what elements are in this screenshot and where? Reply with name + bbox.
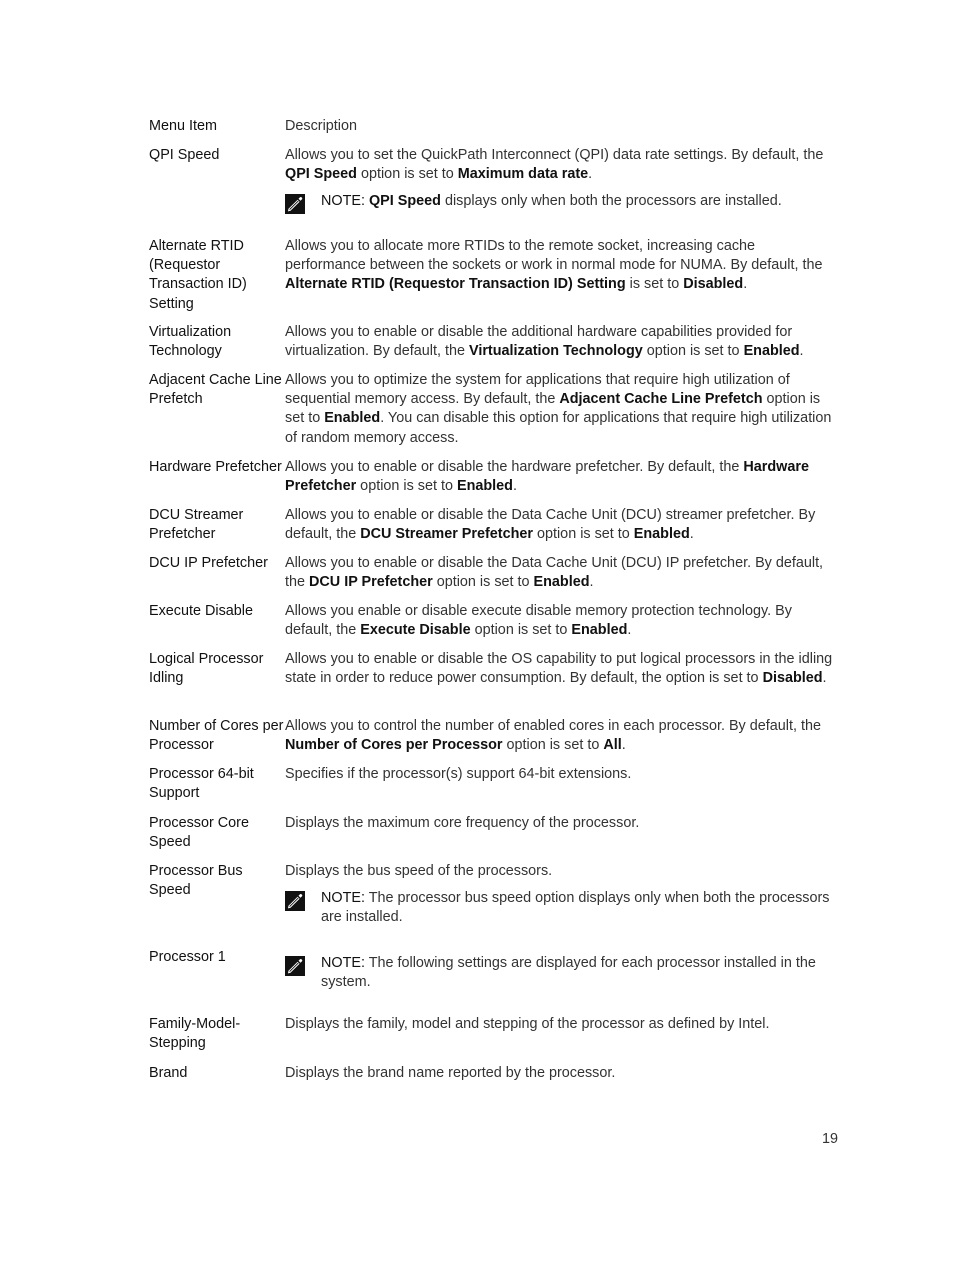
text-run: is set to (625, 276, 684, 293)
menu-item-label: Processor 64-bit Support (149, 766, 254, 802)
text-run: option is set to (532, 526, 634, 543)
text-run: Allows you to enable or disable the Data Cache Unit (DCU) IP prefetcher. By default, the (285, 555, 824, 591)
text-run: Displays the maximum core frequency of the processor. (285, 815, 640, 831)
note-pencil-icon (285, 891, 305, 911)
description-text (285, 146, 834, 184)
menu-item-label: Processor Core Speed (149, 815, 249, 851)
text-run: The following settings are displayed for each processor installed in the system. (321, 955, 816, 991)
bold-term: Enabled (571, 622, 628, 639)
bold-term: Number of Cores per Processor (285, 737, 503, 754)
table-row (149, 1064, 834, 1083)
table-row (149, 650, 834, 688)
text-run: Allows you to optimize the system for applications that require high utilization of sequential memory access. By default, the (285, 372, 790, 408)
text-run: Allows you to enable or disable the OS capability to put logical processors in the idling state in order to reduce power consumption. By default, the option is set to (285, 651, 833, 687)
menu-item-description (285, 765, 834, 803)
text-run: . (743, 276, 748, 293)
header-description: Description (285, 118, 357, 134)
bold-term: Adjacent Cache Line Prefetch (559, 391, 763, 408)
text-run: option is set to (285, 391, 821, 427)
table-row (149, 1015, 834, 1053)
text-run: Allows you to enable or disable the hardware prefetcher. By default, the (285, 459, 744, 475)
menu-item-label: Hardware Prefetcher (149, 459, 282, 475)
menu-item-label: Execute Disable (149, 603, 253, 619)
text-run: Displays the family, model and stepping of the processor as defined by Intel. (285, 1016, 770, 1032)
table-row (149, 602, 834, 640)
table-row (149, 765, 834, 803)
description-text (285, 862, 834, 881)
text-run: Displays the brand name reported by the processor. (285, 1065, 616, 1081)
menu-table (149, 117, 839, 1081)
description-text (285, 1064, 834, 1083)
table-row (149, 506, 834, 544)
bold-term: DCU Streamer Prefetcher (360, 526, 533, 543)
menu-item-description (285, 506, 834, 544)
text-run: . (627, 622, 632, 639)
text-run: Allows you to allocate more RTIDs to the remote socket, increasing cache performance between the sockets or work in normal mode for NUMA. By default, the (285, 238, 823, 274)
text-run: option is set to (356, 478, 457, 495)
text-run: . (822, 670, 827, 687)
description-text (285, 717, 834, 755)
bold-term: Hardware Prefetcher (285, 459, 809, 495)
table-row (149, 323, 834, 361)
table-row (149, 948, 834, 992)
text-run: displays only when both the processors are installed. (440, 193, 782, 210)
text-run: Allows you to enable or disable the additional hardware capabilities provided for virtualization. By default, the (285, 324, 793, 360)
bold-term: DCU IP Prefetcher (309, 574, 433, 591)
note-text (321, 889, 834, 927)
bold-term: Enabled (324, 410, 381, 427)
menu-item-label: Brand (149, 1065, 188, 1081)
bold-term: Enabled (743, 343, 800, 360)
note-pencil-icon (285, 194, 305, 214)
table-header-row (149, 117, 839, 146)
bold-term: Disabled (683, 276, 744, 293)
text-run: Allows you to enable or disable the Data Cache Unit (DCU) streamer prefetcher. By default, the (285, 507, 816, 543)
menu-item-description (285, 458, 834, 496)
note-icon-wrap (285, 954, 321, 992)
table-row (149, 371, 834, 448)
page-number: 19 (822, 1131, 839, 1147)
menu-item-label: QPI Speed (149, 147, 220, 163)
description-text (285, 765, 834, 784)
bold-term: Execute Disable (360, 622, 471, 639)
menu-item-label: Processor Bus Speed (149, 863, 243, 899)
note-label: NOTE: (321, 890, 365, 907)
menu-item-description (285, 602, 834, 640)
description-text (285, 814, 834, 833)
table-row (149, 146, 834, 221)
menu-item-description (285, 1015, 834, 1053)
text-run: option is set to (432, 574, 534, 591)
bold-term: Maximum data rate (457, 166, 589, 183)
note-label: NOTE: (321, 193, 369, 210)
menu-item-label: Processor 1 (149, 949, 226, 965)
bold-term: Alternate RTID (Requestor Transaction ID) Setting (285, 276, 626, 293)
text-run: The processor bus speed option displays only when both the processors are installed. (321, 890, 830, 926)
note-block (285, 954, 834, 992)
text-run: option is set to (356, 166, 458, 183)
text-run: option is set to (502, 737, 604, 754)
text-run: Displays the bus speed of the processors. (285, 863, 553, 879)
menu-item-label: DCU Streamer Prefetcher (149, 507, 244, 543)
menu-item-label: Logical Processor Idling (149, 651, 264, 687)
description-text (285, 506, 834, 544)
text-run: . (589, 574, 594, 591)
table-row (149, 814, 834, 852)
text-run: Allows you to set the QuickPath Interconnect (QPI) data rate settings. By default, the (285, 147, 824, 163)
menu-item-description (285, 862, 834, 928)
note-icon-wrap (285, 889, 321, 927)
bold-term: QPI Speed (368, 193, 441, 210)
menu-item-label: DCU IP Prefetcher (149, 555, 268, 571)
description-text (285, 458, 834, 496)
text-run: . You can disable this option for applications that require high utilization of random memory access. (285, 410, 832, 446)
description-text (285, 554, 834, 592)
table-row (149, 717, 834, 755)
menu-item-description (285, 146, 834, 221)
text-run: . (799, 343, 804, 360)
bold-term: Virtualization Technology (468, 343, 643, 360)
text-run: Allows you enable or disable execute disable memory protection technology. By default, the (285, 603, 792, 639)
bold-term: Disabled (762, 670, 823, 687)
table-row (149, 458, 834, 496)
menu-item-description (285, 948, 834, 992)
menu-item-description (285, 554, 834, 592)
menu-item-description (285, 650, 834, 688)
table-row (149, 237, 834, 314)
menu-item-description (285, 717, 834, 755)
text-run: option is set to (642, 343, 744, 360)
description-text (285, 323, 834, 361)
table-row (149, 554, 834, 592)
text-run: . (621, 737, 626, 754)
bold-term: QPI Speed (285, 166, 357, 183)
menu-item-description (285, 237, 834, 314)
description-text (285, 602, 834, 640)
text-run: Specifies if the processor(s) support 64-bit extensions. (285, 766, 632, 782)
text-run: Allows you to control the number of enabled cores in each processor. By default, the (285, 718, 821, 734)
menu-item-description (285, 323, 834, 361)
bold-term: Enabled (533, 574, 590, 591)
text-run: . (689, 526, 694, 543)
menu-item-label: Virtualization Technology (149, 324, 232, 360)
menu-item-description (285, 371, 834, 448)
menu-item-label: Adjacent Cache Line Prefetch (149, 372, 282, 408)
bold-term: All (603, 737, 622, 754)
note-text (321, 954, 834, 992)
menu-item-description (285, 1064, 834, 1083)
menu-item-label: Number of Cores per Processor (149, 718, 284, 754)
bold-term: Enabled (633, 526, 690, 543)
table-row (149, 862, 834, 928)
menu-item-label: Family-Model-Stepping (149, 1016, 241, 1052)
note-label: NOTE: (321, 955, 365, 971)
note-text (321, 192, 834, 220)
bold-term: Enabled (456, 478, 513, 495)
description-text (285, 1015, 834, 1034)
menu-item-label: Alternate RTID (Requestor Transaction ID) Setting (149, 238, 247, 312)
text-run: . (512, 478, 517, 495)
menu-item-description (285, 814, 834, 852)
description-text (285, 371, 834, 448)
description-text (285, 650, 834, 688)
note-pencil-icon (285, 956, 305, 976)
text-run: option is set to (470, 622, 572, 639)
description-text (285, 237, 834, 295)
note-block (285, 192, 834, 220)
header-menu-item: Menu Item (149, 118, 217, 134)
note-icon-wrap (285, 192, 321, 220)
note-block (285, 889, 834, 927)
text-run: . (588, 166, 593, 183)
